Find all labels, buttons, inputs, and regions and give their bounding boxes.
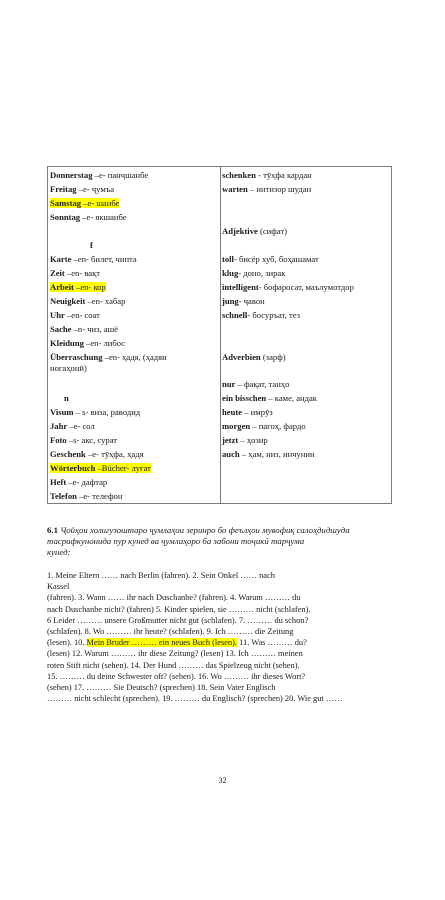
vocab-entry: Jahr –e- сол	[50, 421, 95, 431]
exercise-line: Kassel	[47, 582, 70, 592]
section-heading-adverbs: Adverbien (зарф)	[222, 352, 286, 362]
page-number: 32	[218, 776, 227, 785]
column-divider	[220, 167, 221, 503]
exercise-line: 15. ……… du deine Schwester oft? (sehen). 16. Wo ……… ihr dieses Wort?	[47, 671, 306, 681]
vocab-entry: Uhr –en- соат	[50, 310, 100, 320]
vocab-entry: intelligent- бофаросат, маълумотдор	[222, 282, 354, 292]
exercise-text	[47, 570, 397, 704]
vocab-entry: Überraschung –en- ҳадя, (ҳадяи	[50, 352, 167, 362]
vocab-entry: jetzt – ҳозир	[222, 435, 268, 445]
vocab-entry: Donnerstag –e- панҷшанбе	[50, 170, 149, 180]
exercise-section	[47, 525, 397, 704]
vocab-entry: jung- ҷавон	[222, 296, 265, 306]
exercise-line: (lesen). 10. Mein Bruder ……… ein neues Buch (lesen). 11. Was ……… du?	[47, 638, 307, 648]
vocab-entry: Sache –n- чиз, ашё	[50, 324, 119, 334]
vocab-entry: klug- доно, зирак	[222, 268, 286, 278]
vocab-entry: toll- бисёр хуб, боҳашамат	[222, 254, 319, 264]
vocab-entry: morgen – пагоҳ, фардо	[222, 421, 306, 431]
vocab-entry-continuation: ногаҳонӣ)	[50, 363, 87, 373]
vocab-entry: Telefon –e- телефон	[50, 491, 123, 501]
vocab-entry: Kleidung –en- либос	[50, 338, 126, 348]
section-heading-adjectives: Adjektive (сифат)	[222, 226, 288, 236]
vocab-entry: Freitag –e- ҷумъа	[50, 184, 115, 194]
vocab-entry: Foto –s- акс, сурат	[50, 435, 118, 445]
exercise-instruction-line: тасрифкунонида пур кунед ва ҷумлаҳоро ба забони тоҷикӣ тарҷума	[47, 536, 305, 546]
vocab-entry: Neuigkeit –en- хабар	[50, 296, 126, 306]
vocab-entry: warten – интизор шудан	[222, 184, 312, 194]
exercise-line: (lesen) 12. Warum ……… ihr diese Zeitung? (lesen) 13. Ich ……… meinen	[47, 649, 303, 659]
exercise-instruction: 6.1 Ҷойҳои холигузоштаро ҷумлаҳои зеринро бо феълҳои мувофиқ салоҳдидшуда	[47, 525, 350, 535]
vocab-entry-highlighted: Samstag –e- шанбе	[50, 198, 120, 208]
vocab-entry: heute – имрӯз	[222, 407, 273, 417]
vocab-entry: Geschenk –e- тӯҳфа, ҳадя	[50, 449, 144, 459]
vocab-entry: auch – ҳам, низ, инчунин	[222, 449, 315, 459]
vocab-entry: schenken - тӯҳфа кардан	[222, 170, 312, 180]
vocab-entry: Visum – s- виза, раводид	[50, 407, 141, 417]
exercise-number: 6.1	[47, 525, 58, 535]
exercise-line: (fahren). 3. Wann …… ihr nach Duschanbe? (fahren). 4. Warum ……… du	[47, 593, 301, 603]
vocab-entry: Zeit –en- вақт	[50, 268, 101, 278]
exercise-line: 1. Meine Eltern …… nach Berlin (fahren). 2. Sein Onkel …… nach	[47, 571, 275, 580]
exercise-line: 6 Leider ……… unsere Großmutter nicht gut (schlafen). 7. ……… du schon?	[47, 615, 309, 625]
exercise-line: (schlafen). 8. Wo ……… ihr heute? (schlafen). 9. Ich ……… die Zeitung	[47, 627, 294, 637]
vocab-entry-highlighted: Arbeit –en- кор	[50, 282, 106, 292]
vocab-entry: Karte –en- билет, чипта	[50, 254, 137, 264]
vocab-entry: nur – фақат, танҳо	[222, 379, 290, 389]
highlighted-sentence: Mein Bruder ……… ein neues Buch (lesen).	[86, 638, 238, 648]
gender-heading: f	[90, 240, 93, 250]
vocab-entry-highlighted: Wörterbuch –Bücher- луғат	[50, 463, 151, 473]
vocab-entry: ein bisschen – каме, андак	[222, 393, 317, 403]
exercise-line: ……… nicht schlecht (sprechen). 19. ……… du Englisch? (sprechen) 20. Wie gut ……	[47, 694, 343, 704]
vocabulary-table	[47, 166, 392, 504]
gender-heading: n	[64, 393, 69, 403]
exercise-line: nach Duschanbe nicht? (fahren) 5. Kinder spielen, sie ……… nicht (schlafen).	[47, 604, 311, 614]
exercise-line: roten Stift nicht (sehen). 14. Der Hund ……… das Spielzeug nicht (sehen).	[47, 660, 300, 670]
vocab-entry: Sonntag –e- якшанбе	[50, 212, 127, 222]
vocab-entry: schnell- босуръат, тез	[222, 310, 301, 320]
vocab-entry: Heft –e- дафтар	[50, 477, 108, 487]
exercise-instruction-line: кунед:	[47, 547, 71, 557]
exercise-line: (sehen) 17. ……… Sie Deutsch? (sprechen) 18. Sein Vater Englisch	[47, 683, 276, 693]
